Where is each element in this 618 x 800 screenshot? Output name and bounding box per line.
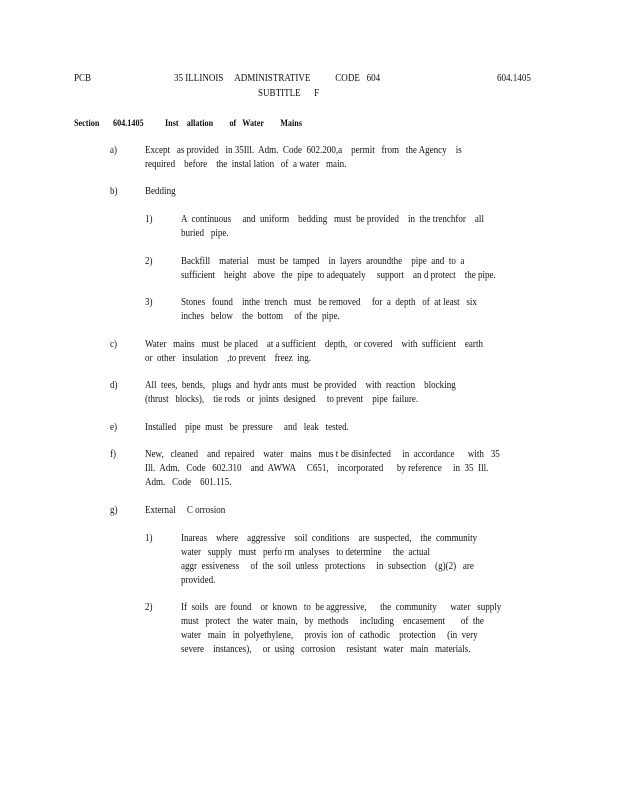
item-g2-line2: must protect the water main, by methods including encasement of the [181, 616, 484, 627]
item-marker-b1: 1) [145, 214, 153, 225]
item-g1-line3: aggr essiveness of the soil unless protections in subsection (g)(2) are [181, 561, 474, 572]
item-b1-line2: buried pipe. [181, 228, 229, 239]
item-marker-d: d) [110, 380, 118, 391]
item-d-line2: (thrust blocks), tie rods or joints designed to prevent pipe failure. [145, 394, 419, 405]
item-f-line2: Ill. Adm. Code 602.310 and AWWA C651, incorporated by reference in 35 Ill. [145, 463, 489, 474]
item-marker-c: c) [110, 339, 118, 350]
header-agency: PCB [74, 73, 92, 84]
item-marker-b2: 2) [145, 256, 153, 267]
item-g1-line2: water supply must perfo rm analyses to determine the actual [181, 547, 431, 558]
item-marker-f: f) [110, 449, 117, 460]
item-b2-line1: Backfill material must be tamped in layers aroundthe pipe and to a [181, 256, 465, 267]
item-f-line3: Adm. Code 601.115. [145, 477, 232, 488]
section-title: Inst allation of Water Mains [165, 119, 303, 129]
item-marker-a: a) [110, 145, 118, 156]
item-marker-b3: 3) [145, 297, 153, 308]
item-g2-line3: water main in polyethylene, provis ion of cathodic protection (in very [181, 630, 478, 641]
item-marker-b: b) [110, 186, 118, 197]
item-b-line1: Bedding [145, 186, 176, 197]
item-marker-g2: 2) [145, 602, 153, 613]
header-title-line2: SUBTITLE F [258, 88, 320, 99]
item-marker-g1: 1) [145, 533, 153, 544]
item-d-line1: All tees, bends, plugs and hydr ants must be provided with reaction blocking [145, 380, 456, 391]
item-c-line1: Water mains must be placed at a sufficient depth, or covered with sufficient earth [145, 339, 483, 350]
item-g2-line4: severe instances), or using corrosion resistant water main materials. [181, 644, 471, 655]
item-b2-line2: sufficient height above the pipe to adequately support an d protect the pipe. [181, 270, 496, 281]
header-title-line1: 35 ILLINOIS ADMINISTRATIVE CODE 604 [174, 73, 381, 84]
item-a-line1: Except as provided in 35Ill. Adm. Code 602.200,a permit from the Agency is [145, 145, 462, 156]
item-b1-line1: A continuous and uniform bedding must be provided in the trenchfor all [181, 214, 484, 225]
section-number: 604.1405 [113, 119, 144, 129]
item-b3-line1: Stones found inthe trench must be removed for a depth of at least six [181, 297, 477, 308]
item-f-line1: New, cleaned and repaired water mains mus t be disinfected in accordance with 35 [145, 449, 500, 460]
item-g2-line1: If soils are found or known to be aggressive, the community water supply [181, 602, 502, 613]
item-marker-g: g) [110, 505, 118, 516]
item-b3-line2: inches below the bottom of the pipe. [181, 311, 340, 322]
item-g1-line1: Inareas where aggressive soil conditions are suspected, the community [181, 533, 478, 544]
item-g1-line4: provided. [181, 575, 216, 586]
item-a-line2: required before the instal lation of a water main. [145, 159, 347, 170]
item-marker-e: e) [110, 422, 118, 433]
item-c-line2: or other insulation ,to prevent freez ing. [145, 353, 312, 364]
section-label: Section [74, 119, 100, 129]
item-e-line1: Installed pipe must be pressure and leak tested. [145, 422, 349, 433]
item-g-line1: External C orrosion [145, 505, 226, 516]
header-section-number: 604.1405 [497, 73, 531, 84]
